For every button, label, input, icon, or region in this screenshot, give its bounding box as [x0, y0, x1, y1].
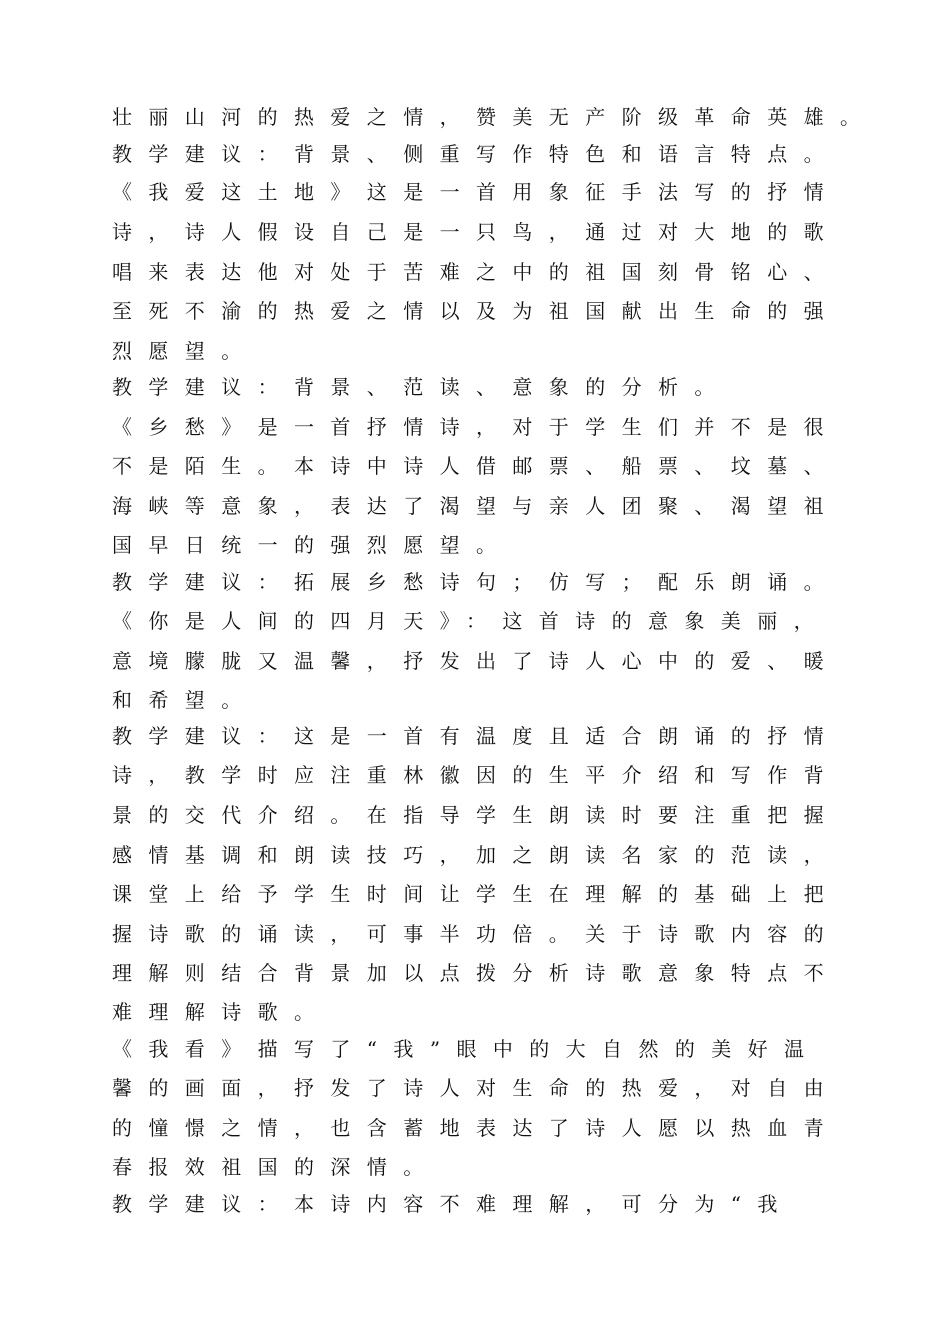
- text-line: 教学建议：背景、范读、意象的分析。: [112, 375, 731, 399]
- text-line: 难理解诗歌。: [112, 1000, 331, 1024]
- text-line: 壮丽山河的热爱之情，赞美无产阶级革命英雄。: [112, 105, 877, 129]
- text-line: 《乡愁》是一首抒情诗，对于学生们并不是很: [112, 415, 840, 439]
- text-line: 教学建议：背景、侧重写作特色和语言特点。: [112, 142, 840, 166]
- text-line: 诗，诗人假设自己是一只鸟，通过对大地的歌: [112, 220, 840, 244]
- text-line: 烈愿望。: [112, 339, 258, 363]
- text-line: 教学建议：这是一首有温度且适合朗诵的抒情: [112, 724, 840, 748]
- text-line: 和希望。: [112, 688, 258, 712]
- text-line: 《我爱这土地》这是一首用象征手法写的抒情: [112, 180, 840, 204]
- text-line: 不是陌生。本诗中诗人借邮票、船票、坟墓、: [112, 454, 840, 478]
- text-line: 馨的画面，抒发了诗人对生命的热爱，对自由: [112, 1076, 840, 1100]
- text-line: 至死不渝的热爱之情以及为祖国献出生命的强: [112, 299, 840, 323]
- text-line: 《我看》描写了“我”眼中的大自然的美好温: [112, 1037, 821, 1061]
- text-line: 握诗歌的诵读，可事半功倍。关于诗歌内容的: [112, 922, 840, 946]
- text-line: 课堂上给予学生时间让学生在理解的基础上把: [112, 882, 840, 906]
- text-line: 《你是人间的四月天》：这首诗的意象美丽，: [112, 609, 830, 633]
- text-line: 唱来表达他对处于苦难之中的祖国刻骨铭心、: [112, 260, 840, 284]
- text-line: 教学建议：拓展乡愁诗句；仿写；配乐朗诵。: [112, 570, 840, 594]
- text-line: 海峡等意象，表达了渴望与亲人团聚、渴望祖: [112, 494, 840, 518]
- text-line: 教学建议：本诗内容不难理解，可分为“我: [112, 1192, 794, 1216]
- text-line: 理解则结合背景加以点拨分析诗歌意象特点不: [112, 961, 840, 985]
- text-line: 景的交代介绍。在指导学生朗读时要注重把握: [112, 803, 840, 827]
- text-line: 春报效祖国的深情。: [112, 1155, 440, 1179]
- text-line: 感情基调和朗读技巧，加之朗读名家的范读，: [112, 843, 840, 867]
- text-line: 意境朦胧又温馨，抒发出了诗人心中的爱、暖: [112, 649, 840, 673]
- text-line: 国早日统一的强烈愿望。: [112, 533, 513, 557]
- text-line: 诗，教学时应注重林徽因的生平介绍和写作背: [112, 763, 840, 787]
- text-line: 的憧憬之情，也含蓄地表达了诗人愿以热血青: [112, 1116, 840, 1140]
